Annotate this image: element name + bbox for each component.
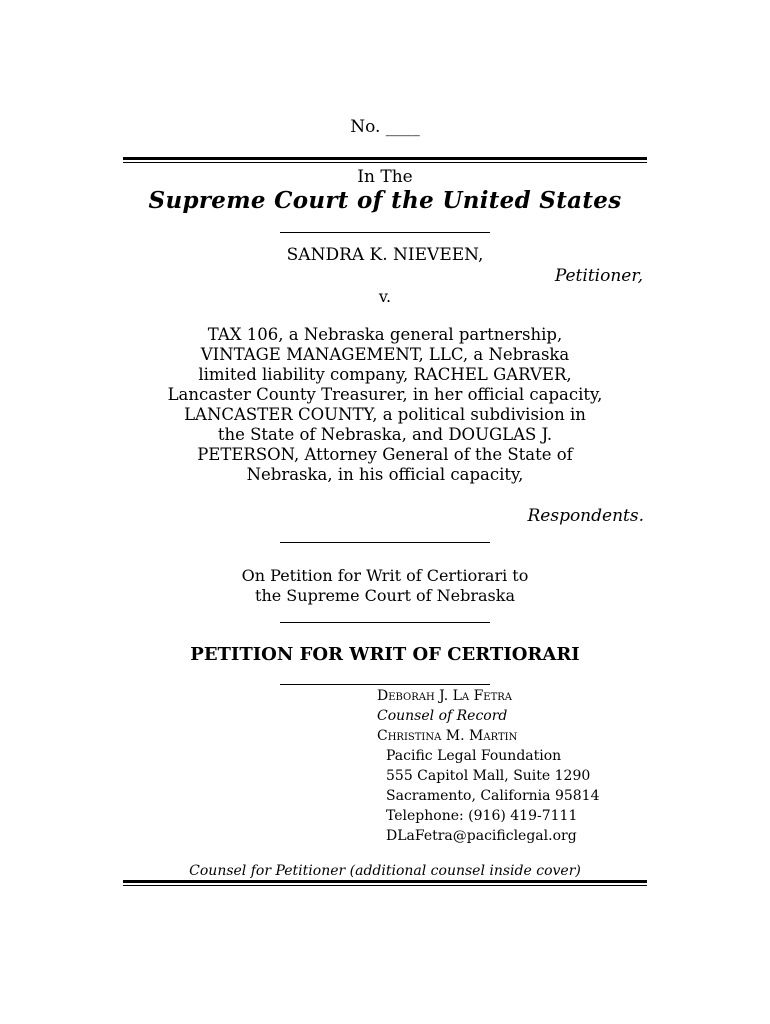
counsel-of-record: Counsel of Record xyxy=(377,708,508,724)
on-petition-line-2: the Supreme Court of Nebraska xyxy=(255,586,515,605)
divider-after-on-petition xyxy=(280,622,490,623)
address-line: 555 Capitol Mall, Suite 1290 xyxy=(386,768,591,784)
respondent-line: TAX 106, a Nebraska general partnership, xyxy=(207,325,563,344)
court-name: Supreme Court of the United States xyxy=(148,187,622,214)
respondent-line: LANCASTER COUNTY, a political subdivision in xyxy=(184,405,586,424)
respondent-line: Nebraska, in his official capacity, xyxy=(246,465,524,484)
top-double-rule xyxy=(123,157,647,163)
telephone: Telephone: (916) 419-7111 xyxy=(386,808,578,824)
petitioner-role: Petitioner, xyxy=(554,266,643,286)
on-petition-line-1: On Petition for Writ of Certiorari to xyxy=(241,566,529,585)
respondent-line: Lancaster County Treasurer, in her official capacity, xyxy=(167,385,603,404)
respondents-role: Respondents. xyxy=(527,506,644,526)
divider-after-respondents xyxy=(280,542,490,543)
in-the-label: In The xyxy=(357,167,413,187)
address-line: Sacramento, California 95814 xyxy=(386,788,600,804)
counsel-name-2: Christina M. Martin xyxy=(377,728,518,744)
counsel-name-1: Deborah J. La Fetra xyxy=(377,688,513,704)
address-line: Pacific Legal Foundation xyxy=(386,748,562,764)
counsel-footer: Counsel for Petitioner (additional counsel inside cover) xyxy=(189,863,581,879)
versus: v. xyxy=(378,287,392,306)
respondent-line: the State of Nebraska, and DOUGLAS J. xyxy=(217,425,553,444)
respondent-line: limited liability company, RACHEL GARVER, xyxy=(198,365,572,384)
email: DLaFetra@pacificlegal.org xyxy=(386,828,577,844)
case-number: No. ____ xyxy=(350,117,420,137)
petitioner-name: SANDRA K. NIEVEEN, xyxy=(286,245,484,265)
respondent-line: PETERSON, Attorney General of the State of xyxy=(197,445,573,464)
respondent-line: VINTAGE MANAGEMENT, LLC, a Nebraska xyxy=(200,345,570,364)
bottom-double-rule xyxy=(123,880,647,886)
divider-after-court xyxy=(280,232,490,233)
respondents-list xyxy=(110,325,660,485)
divider-after-title xyxy=(280,684,490,685)
petition-title: PETITION FOR WRIT OF CERTIORARI xyxy=(190,644,580,665)
